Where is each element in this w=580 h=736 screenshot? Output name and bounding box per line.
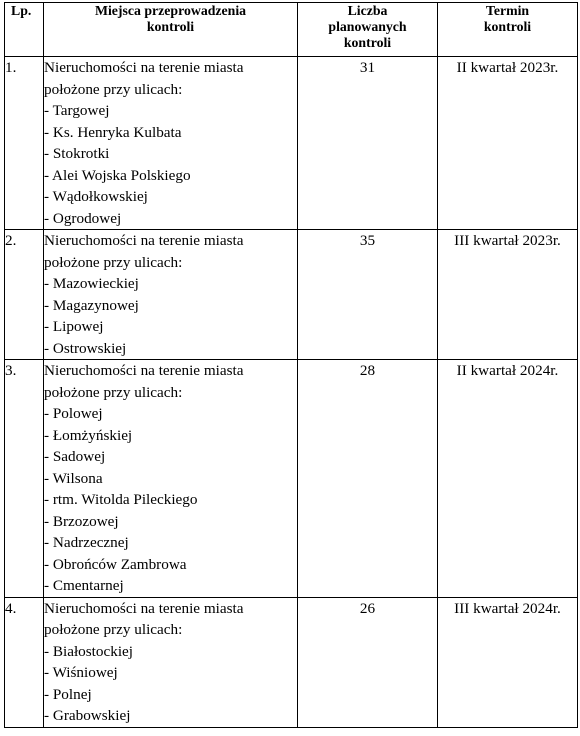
place-intro-line: położone przy ulicach:: [44, 383, 183, 401]
inspection-term: II kwartał 2023r.: [438, 57, 578, 230]
place-intro-line: Nieruchomości na terenie miasta: [44, 599, 244, 617]
street-item: - Ks. Henryka Kulbata: [44, 123, 182, 141]
row-number: 3.: [5, 360, 44, 598]
street-item: - Polnej: [44, 685, 92, 703]
table-row: [5, 597, 578, 727]
street-item: - Stokrotki: [44, 145, 110, 162]
street-item: - Ogrodowej: [44, 209, 122, 227]
street-item: - Mazowieckiej: [44, 275, 139, 292]
planned-count: 28: [298, 360, 438, 598]
place-intro-line: położone przy ulicach:: [44, 80, 183, 98]
table-row: [5, 230, 578, 360]
street-item: - Wiśniowej: [44, 664, 118, 681]
street-item: - Obrońców Zambrowa: [44, 555, 187, 573]
street-item: - Grabowskiej: [44, 707, 131, 724]
street-item: - Polowej: [44, 405, 103, 422]
planned-count: 31: [298, 57, 438, 230]
header-term-line: kontroli: [483, 19, 532, 34]
header-term: [438, 3, 578, 57]
table-row: [5, 57, 578, 230]
inspection-place: [44, 57, 298, 230]
street-item: - Białostockiej: [44, 642, 133, 660]
street-item: - Lipowej: [44, 318, 104, 335]
place-intro-line: położone przy ulicach:: [44, 621, 183, 638]
header-lp: Lp.: [5, 3, 44, 57]
inspection-place: [44, 230, 298, 360]
street-item: - Magazynowej: [44, 296, 139, 314]
street-item: - Ostrowskiej: [44, 339, 127, 357]
row-number: 1.: [5, 57, 44, 230]
planned-count: 26: [298, 597, 438, 727]
inspection-term: III kwartał 2023r.: [438, 230, 578, 360]
place-intro-line: Nieruchomości na terenie miasta: [44, 362, 244, 379]
row-number: 2.: [5, 230, 44, 360]
header-count-line: Liczba: [347, 3, 388, 18]
inspection-schedule-table: [4, 2, 578, 728]
planned-count: 35: [298, 230, 438, 360]
inspection-term: II kwartał 2024r.: [438, 360, 578, 598]
street-item: - Łomżyńskiej: [44, 426, 133, 444]
header-count-line: kontroli: [343, 35, 392, 50]
inspection-place: [44, 360, 298, 598]
header-place: [44, 3, 298, 57]
street-item: - Alei Wojska Polskiego: [44, 166, 191, 184]
inspection-term: III kwartał 2024r.: [438, 597, 578, 727]
header-place-line: Miejsca przeprowadzenia: [94, 3, 247, 18]
place-intro-line: położone przy ulicach:: [44, 253, 183, 271]
table-row: [5, 360, 578, 598]
street-item: - Wądołkowskiej: [44, 188, 148, 205]
street-item: - Brzozowej: [44, 512, 119, 530]
place-intro-line: Nieruchomości na terenie miasta: [44, 59, 244, 76]
header-row: [5, 3, 578, 57]
street-item: - Targowej: [44, 102, 110, 119]
row-number: 4.: [5, 597, 44, 727]
header-term-line: Termin: [485, 3, 530, 18]
street-item: - Wilsona: [44, 469, 103, 487]
header-count: [298, 3, 438, 57]
street-item: - Sadowej: [44, 448, 106, 465]
header-place-line: kontroli: [146, 19, 195, 34]
header-count-line: planowanych: [328, 19, 407, 34]
inspection-place: [44, 597, 298, 727]
street-item: - Cmentarnej: [44, 577, 124, 594]
street-item: - rtm. Witolda Pileckiego: [44, 491, 198, 508]
street-item: - Nadrzecznej: [44, 534, 129, 551]
place-intro-line: Nieruchomości na terenie miasta: [44, 232, 244, 249]
